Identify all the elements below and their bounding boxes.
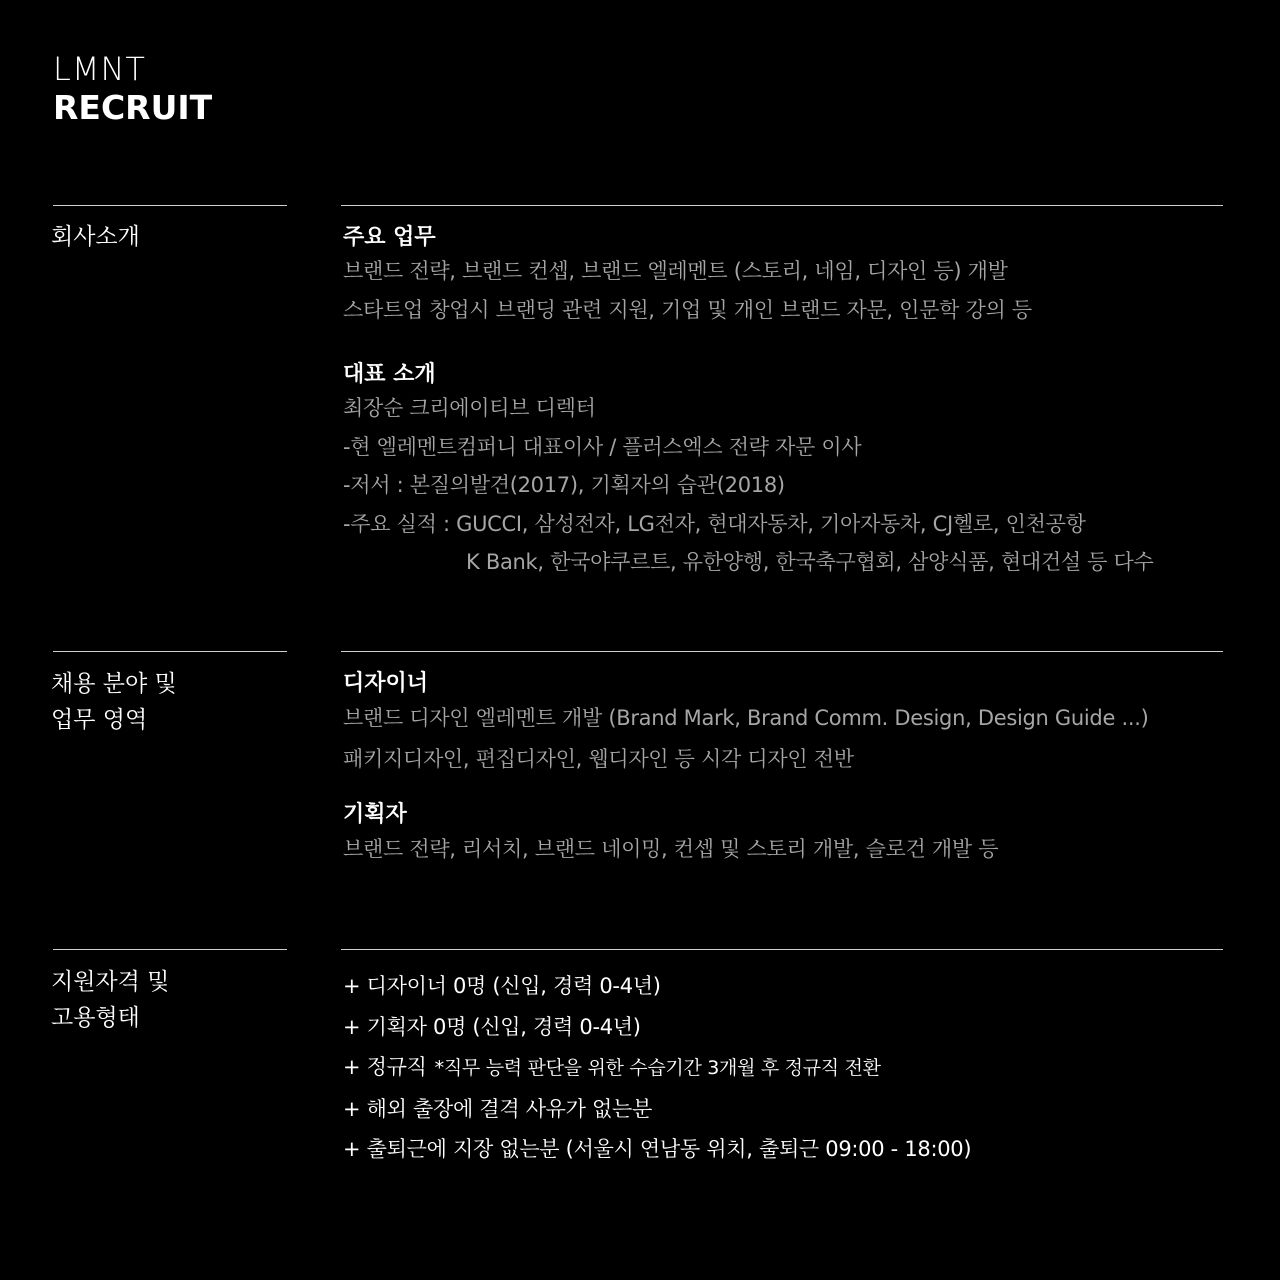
- brand-name: LMNT: [53, 50, 146, 88]
- ceo-line: -주요 실적 : GUCCI, 삼성전자, LG전자, 현대자동차, 기아자동차, CJ헬로, 인천공항: [343, 511, 1086, 536]
- divider-left: [53, 949, 287, 950]
- page-title: RECRUIT: [53, 88, 213, 127]
- requirement-item: + 디자이너 0명 (신입, 경력 0-4년): [343, 974, 661, 998]
- requirements-content: [343, 966, 1223, 1170]
- divider-right: [341, 205, 1223, 206]
- ceo-line: K Bank, 한국야쿠르트, 유한양행, 한국축구협회, 삼양식품, 현대건설 등 다수: [466, 550, 1154, 574]
- section-label-company: 회사소개: [51, 224, 140, 250]
- requirement-item: + 출퇴근에 지장 없는분 (서울시 연남동 위치, 출퇴근 09:00 - 18:00): [343, 1137, 972, 1161]
- divider-right: [341, 651, 1223, 652]
- section-label-positions: 채용 분야 및 업무 영역: [51, 671, 177, 733]
- ceo-line: 최장순 크리에이티브 디렉터: [343, 396, 596, 420]
- page-header: [53, 50, 212, 128]
- designer-line: 패키지디자인, 편집디자인, 웹디자인 등 시각 디자인 전반: [343, 746, 854, 771]
- requirement-fulltime-note: *직무 능력 판단을 위한 수습기간 3개월 후 정규직 전환: [434, 1057, 881, 1079]
- ceo-line: -저서 : 본질의발견(2017), 기획자의 습관(2018): [343, 473, 785, 497]
- company-content: [343, 224, 1223, 582]
- requirement-fulltime-label: + 정규직: [343, 1055, 427, 1079]
- ceo-title: 대표 소개: [343, 362, 436, 387]
- planner-line: 브랜드 전략, 리서치, 브랜드 네이밍, 컨셉 및 스토리 개발, 슬로건 개발 등: [343, 837, 999, 861]
- business-line: 스타트업 창업시 브랜딩 관련 지원, 기업 및 개인 브랜드 자문, 인문학 강의 등: [343, 297, 1032, 322]
- planner-title: 기획자: [343, 802, 407, 827]
- divider-right: [341, 949, 1223, 950]
- divider-left: [53, 205, 287, 206]
- positions-content: [343, 670, 1223, 870]
- business-title: 주요 업무: [343, 225, 436, 250]
- designer-title: 디자이너: [343, 671, 429, 696]
- requirement-item: + 해외 출장에 결격 사유가 없는분: [343, 1096, 652, 1121]
- divider-left: [53, 651, 287, 652]
- requirement-item-fulltime: [343, 1047, 1223, 1089]
- business-line: 브랜드 전략, 브랜드 컨셉, 브랜드 엘레멘트 (스토리, 네임, 디자인 등) 개발: [343, 259, 1008, 283]
- section-label-requirements: 지원자격 및 고용형태: [51, 969, 170, 1031]
- requirement-item: + 기획자 0명 (신입, 경력 0-4년): [343, 1014, 641, 1039]
- designer-line: 브랜드 디자인 엘레멘트 개발 (Brand Mark, Brand Comm. Design, Design Guide ...): [343, 706, 1149, 730]
- ceo-line: -현 엘레멘트컴퍼니 대표이사 / 플러스엑스 전략 자문 이사: [343, 434, 862, 459]
